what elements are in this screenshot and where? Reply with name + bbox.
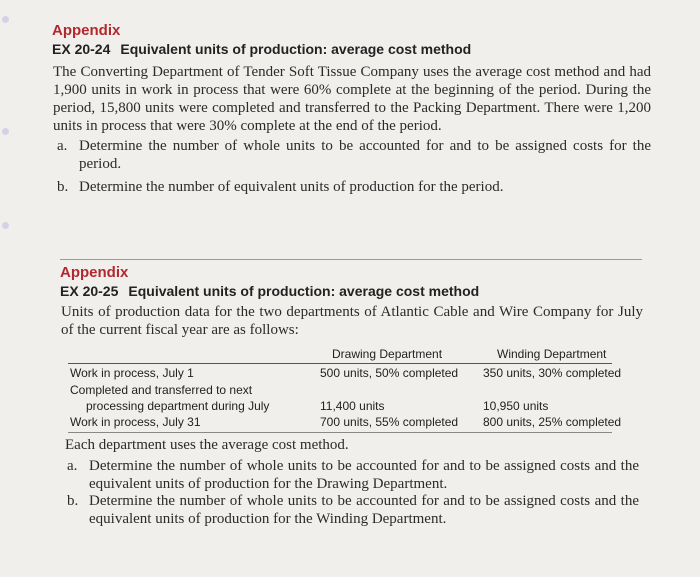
row-label: Work in process, July 1 (70, 366, 194, 380)
exercise-note: Each department uses the average cost method. (65, 437, 349, 453)
row-label: Work in process, July 31 (70, 415, 201, 429)
table-cell: 800 units, 25% completed (483, 415, 622, 429)
appendix-label: Appendix (52, 22, 121, 39)
question-text: Determine the number of whole units to be accounted for and to be assigned costs and the equivalent units of production for the Drawing Department. (89, 458, 639, 492)
question-letter: a. (67, 458, 78, 474)
exercise-number: EX 20-25 (60, 283, 119, 299)
row-label: Completed and transferred to next (70, 383, 253, 397)
table-cell: 11,400 units (320, 399, 385, 413)
exercise-paragraph: The Converting Department of Tender Soft Tissue Company uses the average cost method and had 1,900 units in work in process that were 60% complete at the beginning of the period. During the period, 15,800 units were completed and transferred to the Packing Department. There were 1,200 units in process that were 30% complete at the end of the period. (53, 64, 651, 134)
edge-marker (2, 128, 9, 135)
table-cell: 700 units, 55% completed (320, 415, 459, 429)
table-cell: 350 units, 30% completed (483, 366, 622, 380)
exercise-title: Equivalent units of production: average cost method (120, 41, 472, 57)
exercise-heading (60, 283, 479, 299)
table-header-rule (68, 363, 612, 364)
row-label: processing department during July (86, 399, 270, 413)
question-item (67, 492, 639, 528)
question-letter: b. (67, 493, 79, 509)
exercise-intro: Units of production data for the two departments of Atlantic Cable and Wire Company for July of the current fiscal year are as follows: (61, 304, 643, 338)
question-letter: b. (57, 179, 69, 195)
edge-marker (2, 16, 9, 23)
column-header: Winding Department (497, 347, 607, 361)
edge-marker (2, 222, 9, 229)
question-item (57, 178, 651, 196)
question-item (67, 457, 639, 493)
exercise-number: EX 20-24 (52, 41, 111, 57)
exercise-heading (52, 41, 471, 57)
question-text: Determine the number of equivalent units of production for the period. (79, 179, 504, 195)
question-text: Determine the number of whole units to be accounted for and to be assigned costs and the equivalent units of production for the Winding Department. (89, 493, 639, 527)
section-divider (60, 259, 642, 260)
question-text: Determine the number of whole units to be accounted for and to be assigned costs for the period. (79, 138, 651, 172)
appendix-label: Appendix (60, 264, 129, 281)
table-bottom-rule (68, 432, 612, 433)
question-item (57, 137, 651, 173)
column-header: Drawing Department (332, 347, 443, 361)
table-cell: 500 units, 50% completed (320, 366, 459, 380)
table-cell: 10,950 units (483, 399, 549, 413)
question-letter: a. (57, 138, 68, 154)
exercise-title: Equivalent units of production: average cost method (128, 283, 480, 299)
